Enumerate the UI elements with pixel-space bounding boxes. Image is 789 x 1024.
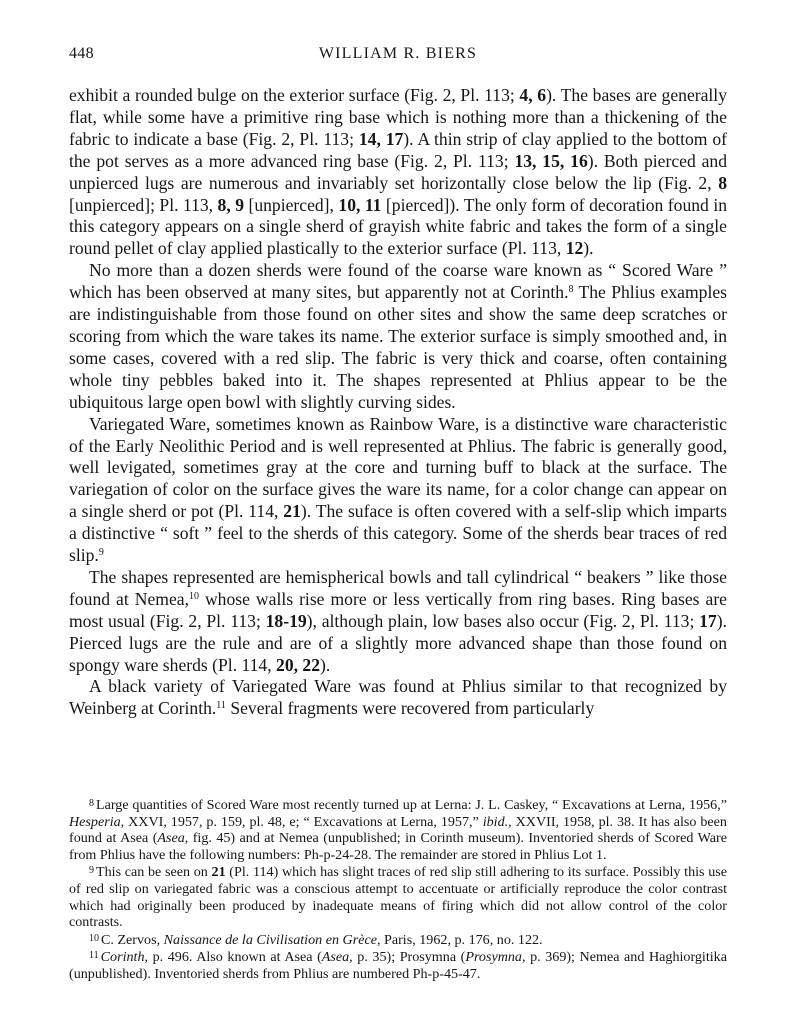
paragraph-3: Variegated Ware, sometimes known as Rainbow Ware, is a distinctive ware characteristic of the Early Neolithic Period and is well represented at Phlius. The fabric is generally good, well levigated, sometimes gray at the core and turning buff to black at the surface. The variegation of color on the surface gives the ware its name, for a color change can appear on a single sherd or pot (Pl. 114, 21). The suface is often covered with a self-slip which imparts a distinctive “ soft ” feel to the sherds of this category. Some of the sherds bear traces of red slip.$^9$ (69, 413, 727, 566)
paragraph-4: The shapes represented are hemispherical bowls and tall cylindrical “ beakers ” like those found at Nemea,$^{10}$ whose walls rise more or less vertically from ring bases. Ring bases are most usual (Fig. 2, Pl. 113; 18-19), although plain, low bases also occur (Fig. 2, Pl. 113; 17). Pierced lugs are the rule and are of a slightly more advanced shape than those found on spongy ware sherds (Pl. 114, 20, 22). (69, 566, 727, 675)
footnote-ref: 11 (216, 700, 226, 712)
footnote-11: $^{11}$ Corinth, p. 496. Also known at Asea (Asea, p. 35); Prosymna (Prosymna, p. 369); Nemea and Haghiorgitika (unpublished). Inventoried sherds from Phlius are numbered Ph-p-45-47. (69, 949, 727, 982)
paragraph-2: No more than a dozen sherds were found of the coarse ware known as “ Scored Ware ” which has been observed at many sites, but apparently not at Corinth.$^8$ The Phlius examples are indistinguishable from those found on other sites and show the same deep scratches or scoring from which the ware takes its name. The exterior surface is simply smoothed and, in some cases, covered with a red slip. The fabric is very thick and coarse, often containing whole tiny pebbles baked into it. The shapes represented at Phlius appear to be the ubiquitous large open bowl with slightly curving sides. (69, 260, 727, 412)
footnote-ref: 10 (188, 590, 199, 602)
page-number: 448 (69, 45, 94, 62)
running-head: WILLIAM R. BIERS (318, 45, 478, 62)
footnote-9: $^9$ This can be seen on 21 (Pl. 114) which has slight traces of red slip still adhering to its surface. Possibly this use of red slip on variegated fabric was a conscious attempt to accentuate or artificially reproduce the color contrast which had originally been produced by inadequate means of firing which did not allow control of the color contrasts. (69, 864, 728, 931)
footnote-8: $^8$ Large quantities of Scored Ware most recently turned up at Lerna: J. L. Caskey, “ Excavations at Lerna, 1956,” Hesperia, XXVI, 1957, p. 159, pl. 48, e; “ Excavations at Lerna, 1957,” ibid., XXVII, 1958, pl. 38. It has also been found at Asea (Asea, fig. 45) and at Nemea (unpublished; in Corinth museum). Inventoried sherds of Scored Ware from Phlius have the following numbers: Ph-p-24-28. The remainder are stored in Phlius Lot 1. (69, 797, 727, 863)
paragraph-5: A black variety of Variegated Ware was found at Phlius similar to that recognized by Weinberg at Corinth.$^{11}$ Several fragments were recovered from particularly (69, 676, 727, 719)
body-text (69, 85, 727, 720)
footnote-10: $^{10}$ C. Zervos, Naissance de la Civilisation en Grèce, Paris, 1962, p. 176, no. 122. (89, 931, 543, 948)
page-header (69, 45, 727, 67)
footnote-ref: 9 (98, 547, 104, 559)
paragraph-1: exhibit a rounded bulge on the exterior surface (Fig. 2, Pl. 113; 4, 6). The bases are generally flat, while some have a primitive ring base which is nothing more than a thickening of the fabric to indicate a base (Fig. 2, Pl. 113; 14, 17). A thin strip of clay applied to the bottom of the pot serves as a more advanced ring base (Fig. 2, Pl. 113; 13, 15, 16). Both pierced and unpierced lugs are numerous and invariably set horizontally close below the lip (Fig. 2, 8 [unpierced]; Pl. 113, 8, 9 [unpierced], 10, 11 [pierced]). The only form of decoration found in this category appears on a single sherd of grayish white fabric and takes the form of a single round pellet of clay applied plastically to the exterior surface (Pl. 113, 12). (69, 85, 728, 259)
footnotes (69, 796, 727, 983)
footnote-ref: 8 (568, 284, 574, 296)
